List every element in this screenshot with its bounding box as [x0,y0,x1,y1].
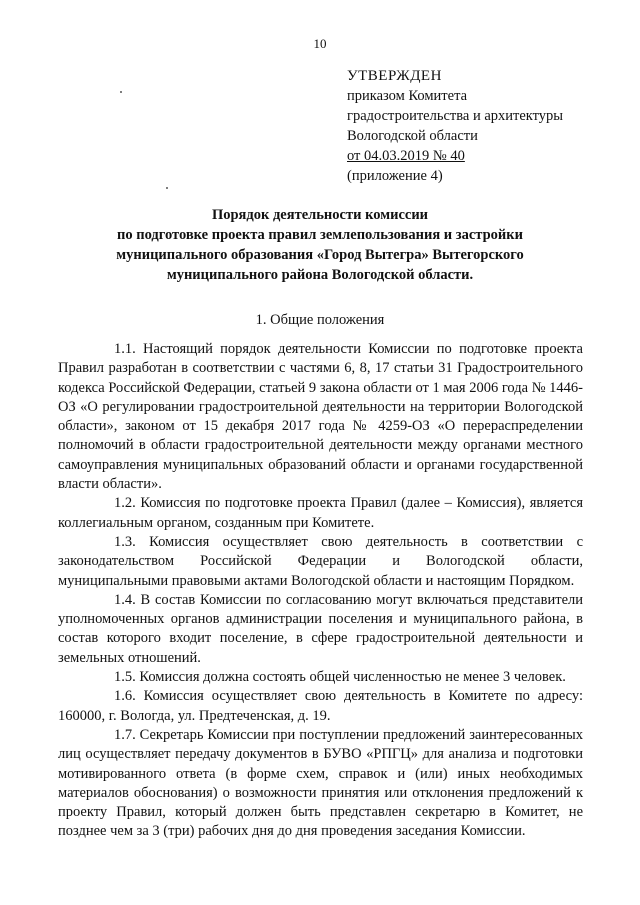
approval-title: УТВЕРЖДЕН [347,68,442,84]
paragraph: 1.5. Комиссия должна состоять общей численностью не менее 3 человек. [114,669,566,686]
approval-order-ref: от 04.03.2019 № 40 [347,148,465,164]
document-title [60,205,580,285]
paragraph: 1.3. Комиссия осуществляет свою деятельность в соответствии с законодательством Российской Федерации и Вологодской области, муниципальными правовыми актами Вологодской области и настоящим Порядком. [58,533,583,589]
page-number: 10 [313,36,327,51]
section-heading: 1. Общие положения [255,312,385,328]
approval-line: приказом Комитета [347,88,468,104]
title-line: муниципального района Вологодской области. [166,267,474,283]
paragraph: 1.7. Секретарь Комиссии при поступлении предложений заинтересованных лиц осуществляет передачу документов в БУВО «РПГЦ» для анализа и подготовки мотивированного ответа (в форме схем, справок и (или) иных необходимых материалов обоснования) о возможности принятия или отклонения предложений к проекту Правил, который должен быть представлен секретарю в Комитет, не позднее чем за 3 (три) рабочих дня до дня проведения заседания Комиссии. [58,726,583,840]
approval-appendix: (приложение 4) [347,168,443,184]
scan-speck [166,187,168,189]
title-line: Порядок деятельности комиссии [211,207,429,223]
approval-line: градостроительства и архитектуры [347,108,564,124]
paragraph: 1.4. В состав Комиссии по согласованию могут включаться представители уполномоченных органов администрации поселения и муниципального района, в состав которого входит поселение, в сфере градостроительной деятельности и земельных отношений. [58,591,583,666]
title-line: по подготовке проекта правил землепользования и застройки [117,227,523,243]
paragraph: 1.1. Настоящий порядок деятельности Комиссии по подготовке проекта Правил разработан в соответствии с частями 6, 8, 17 статьи 31 Градостроительного кодекса Российской Федерации, статьей 9 закона области от 1 мая 2006 года № 1446-ОЗ «О регулировании градостроительной деятельности на территории Вологодской области», законом от 15 декабря 2017 года № 4259-ОЗ «О перераспределении полномочий в области градостроительной деятельности между органами местного самоуправления муниципальных образований области и органами государственной власти области». [58,341,583,493]
paragraph: 1.2. Комиссия по подготовке проекта Правил (далее – Комиссия), является коллегиальным органом, созданным при Комитете. [58,495,583,531]
scan-speck [120,91,122,93]
paragraph: 1.6. Комиссия осуществляет свою деятельность в Комитете по адресу: 160000, г. Вологда, ул. Предтеченская, д. 19. [58,688,583,724]
section-body [58,340,583,842]
approval-line: Вологодской области [347,128,478,144]
title-line: муниципального образования «Город Вытегра» Вытегорского [116,247,524,263]
approval-stamp [347,66,563,186]
